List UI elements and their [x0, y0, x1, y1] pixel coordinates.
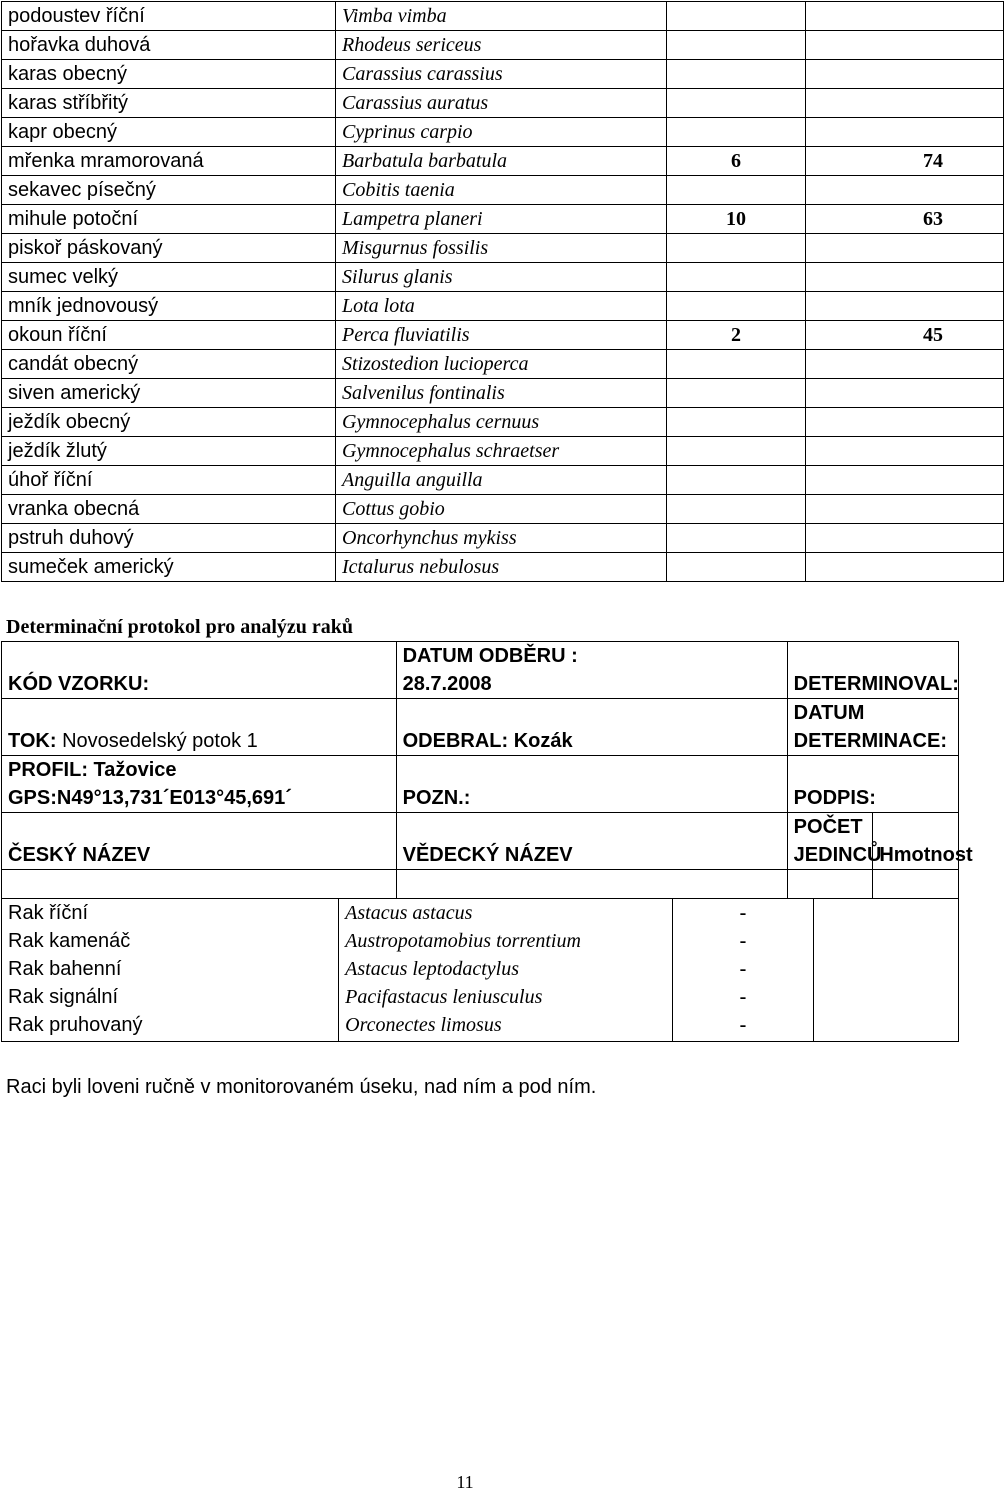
crayfish-row	[2, 983, 959, 1011]
fish-latin-name: Cottus gobio	[336, 495, 667, 524]
fish-count: 2	[667, 321, 806, 350]
fish-latin-name: Silurus glanis	[336, 263, 667, 292]
fish-czech-name: pstruh duhový	[2, 524, 336, 553]
collected-by-cell: ODEBRAL: Kozák	[396, 699, 787, 756]
fish-count: 6	[667, 147, 806, 176]
fish-row	[2, 147, 1004, 176]
fish-weight	[806, 60, 1004, 89]
fish-czech-name: sekavec písečný	[2, 176, 336, 205]
crayfish-latin-name: Austropotamobius torrentium	[339, 927, 673, 955]
spacer-cell	[396, 870, 787, 899]
fish-latin-name: Vimba vimba	[336, 2, 667, 31]
note-label: POZN.:	[396, 756, 787, 813]
fish-latin-name: Misgurnus fossilis	[336, 234, 667, 263]
spacer-cell	[2, 870, 397, 899]
fish-count	[667, 89, 806, 118]
fish-latin-name: Lota lota	[336, 292, 667, 321]
fish-row	[2, 263, 1004, 292]
crayfish-czech-name: Rak bahenní	[2, 955, 339, 983]
fish-table	[1, 1, 1004, 582]
fish-czech-name: ježdík žlutý	[2, 437, 336, 466]
fish-count	[667, 2, 806, 31]
fish-count	[667, 495, 806, 524]
fish-latin-name: Salvenilus fontinalis	[336, 379, 667, 408]
fish-weight	[806, 379, 1004, 408]
crayfish-row	[2, 899, 959, 927]
fish-row	[2, 321, 1004, 350]
fish-count	[667, 466, 806, 495]
fish-row	[2, 2, 1004, 31]
crayfish-header-table	[1, 641, 973, 899]
fish-row	[2, 31, 1004, 60]
fish-latin-name: Cobitis taenia	[336, 176, 667, 205]
fish-row	[2, 466, 1004, 495]
fish-row	[2, 379, 1004, 408]
fish-count	[667, 176, 806, 205]
fish-weight	[806, 31, 1004, 60]
fish-czech-name: podoustev říční	[2, 2, 336, 31]
fish-count	[667, 118, 806, 147]
fish-czech-name: piskoř páskovaný	[2, 234, 336, 263]
fish-weight	[806, 89, 1004, 118]
fish-latin-name: Barbatula barbatula	[336, 147, 667, 176]
fish-czech-name: mihule potoční	[2, 205, 336, 234]
fish-weight	[806, 553, 1004, 582]
fish-count	[667, 379, 806, 408]
fish-row	[2, 408, 1004, 437]
fish-latin-name: Stizostedion lucioperca	[336, 350, 667, 379]
fish-latin-name: Ictalurus nebulosus	[336, 553, 667, 582]
fish-row	[2, 524, 1004, 553]
fish-count	[667, 350, 806, 379]
fish-count	[667, 60, 806, 89]
fish-row	[2, 60, 1004, 89]
fish-weight	[806, 292, 1004, 321]
sample-code-label: KÓD VZORKU:	[2, 642, 397, 699]
fish-weight	[806, 466, 1004, 495]
crayfish-row	[2, 1011, 959, 1042]
fish-czech-name: karas obecný	[2, 60, 336, 89]
crayfish-latin-name: Astacus leptodactylus	[339, 955, 673, 983]
fish-czech-name: sumec velký	[2, 263, 336, 292]
crayfish-latin-name: Pacifastacus leniusculus	[339, 983, 673, 1011]
fish-weight	[806, 524, 1004, 553]
fish-row	[2, 176, 1004, 205]
fish-weight	[806, 234, 1004, 263]
fish-weight	[806, 437, 1004, 466]
crayfish-table	[1, 899, 959, 1042]
crayfish-row	[2, 955, 959, 983]
col-czech-name: ČESKÝ NÁZEV	[2, 813, 397, 870]
fish-latin-name: Cyprinus carpio	[336, 118, 667, 147]
fish-weight	[806, 350, 1004, 379]
fish-row	[2, 553, 1004, 582]
fish-czech-name: mřenka mramorovaná	[2, 147, 336, 176]
fish-count: 10	[667, 205, 806, 234]
fish-row	[2, 118, 1004, 147]
fish-weight	[806, 2, 1004, 31]
fish-latin-name: Gymnocephalus cernuus	[336, 408, 667, 437]
crayfish-weight	[813, 927, 958, 955]
crayfish-latin-name: Orconectes limosus	[339, 1011, 673, 1042]
crayfish-weight	[813, 955, 958, 983]
fish-latin-name: Carassius carassius	[336, 60, 667, 89]
crayfish-weight	[813, 1011, 958, 1042]
fish-latin-name: Perca fluviatilis	[336, 321, 667, 350]
crayfish-czech-name: Rak signální	[2, 983, 339, 1011]
crayfish-weight	[813, 983, 958, 1011]
fish-count	[667, 553, 806, 582]
fish-weight	[806, 118, 1004, 147]
profile-gps-cell: PROFIL: Tažovice GPS:N49°13,731´E013°45,691´	[2, 756, 397, 813]
fish-count	[667, 408, 806, 437]
signature-label: PODPIS:	[787, 756, 958, 813]
fish-count	[667, 263, 806, 292]
fish-czech-name: mník jednovousý	[2, 292, 336, 321]
fish-czech-name: okoun říční	[2, 321, 336, 350]
fish-czech-name: hořavka duhová	[2, 31, 336, 60]
spacer-cell	[873, 870, 959, 899]
sampling-date-cell: DATUM ODBĚRU : 28.7.2008	[396, 642, 787, 699]
fish-weight	[806, 495, 1004, 524]
fish-weight	[806, 263, 1004, 292]
crayfish-row	[2, 927, 959, 955]
fish-row	[2, 89, 1004, 118]
fish-row	[2, 437, 1004, 466]
fish-latin-name: Lampetra planeri	[336, 205, 667, 234]
crayfish-count: -	[673, 1011, 813, 1042]
fish-count	[667, 524, 806, 553]
crayfish-count: -	[673, 899, 813, 927]
col-latin-name: VĚDECKÝ NÁZEV	[396, 813, 787, 870]
crayfish-czech-name: Rak kamenáč	[2, 927, 339, 955]
col-count: POČET JEDINCŮ	[787, 813, 873, 870]
determination-date-cell: DATUM DETERMINACE:	[787, 699, 958, 756]
fish-czech-name: siven americký	[2, 379, 336, 408]
fish-weight	[806, 408, 1004, 437]
fish-czech-name: candát obecný	[2, 350, 336, 379]
fish-row	[2, 350, 1004, 379]
fish-latin-name: Carassius auratus	[336, 89, 667, 118]
fish-czech-name: karas stříbřitý	[2, 89, 336, 118]
fish-latin-name: Oncorhynchus mykiss	[336, 524, 667, 553]
spacer-cell	[787, 870, 873, 899]
crayfish-czech-name: Rak pruhovaný	[2, 1011, 339, 1042]
determined-by-label: DETERMINOVAL:	[787, 642, 958, 699]
crayfish-count: -	[673, 955, 813, 983]
crayfish-weight	[813, 899, 958, 927]
fish-czech-name: kapr obecný	[2, 118, 336, 147]
fish-row	[2, 292, 1004, 321]
fish-latin-name: Anguilla anguilla	[336, 466, 667, 495]
crayfish-czech-name: Rak říční	[2, 899, 339, 927]
crayfish-count: -	[673, 927, 813, 955]
fish-count	[667, 437, 806, 466]
fish-weight: 63	[806, 205, 1004, 234]
fish-count	[667, 234, 806, 263]
fish-weight: 74	[806, 147, 1004, 176]
fish-weight	[806, 176, 1004, 205]
crayfish-protocol-title: Determinační protokol pro analýzu raků	[6, 616, 354, 638]
fish-czech-name: ježdík obecný	[2, 408, 336, 437]
crayfish-count: -	[673, 983, 813, 1011]
fish-latin-name: Gymnocephalus schraetser	[336, 437, 667, 466]
fish-row	[2, 495, 1004, 524]
fish-row	[2, 205, 1004, 234]
stream-cell: TOK: Novosedelský potok 1	[2, 699, 397, 756]
fish-weight: 45	[806, 321, 1004, 350]
fish-row	[2, 234, 1004, 263]
fish-czech-name: sumeček americký	[2, 553, 336, 582]
footnote: Raci byli loveni ručně v monitorovaném úseku, nad ním a pod ním.	[6, 1076, 597, 1098]
fish-latin-name: Rhodeus sericeus	[336, 31, 667, 60]
fish-czech-name: vranka obecná	[2, 495, 336, 524]
col-weight: Hmotnost	[873, 813, 959, 870]
fish-count	[667, 31, 806, 60]
fish-czech-name: úhoř říční	[2, 466, 336, 495]
crayfish-latin-name: Astacus astacus	[339, 899, 673, 927]
page-number: 11	[456, 1472, 474, 1492]
fish-count	[667, 292, 806, 321]
